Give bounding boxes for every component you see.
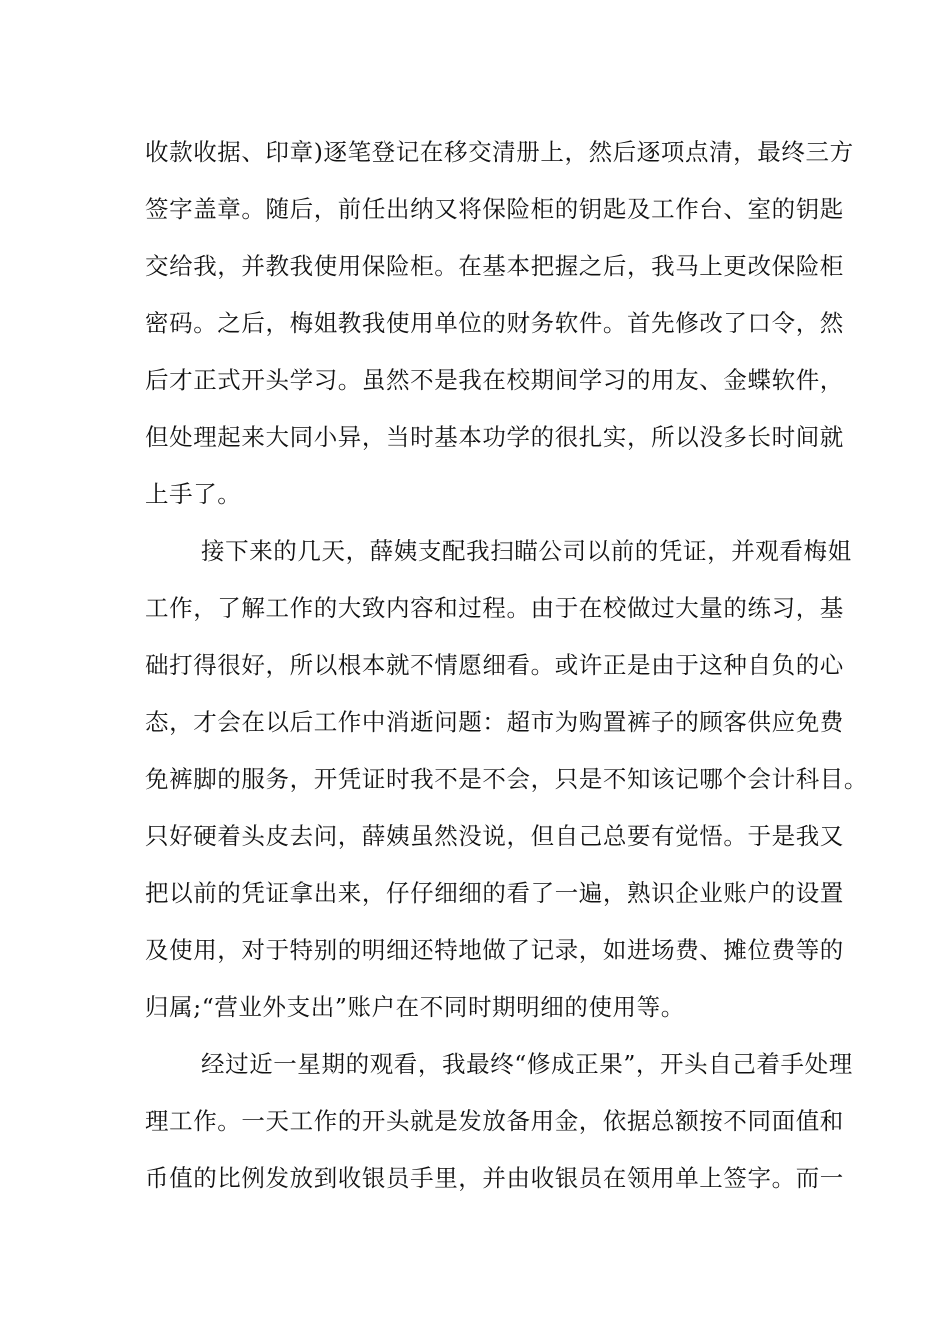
text-line: 态，才会在以后工作中消逝问题：超市为购置裤子的顾客供应免费	[145, 708, 844, 736]
text-line: 交给我，并教我使用保险柜。在基本把握之后，我马上更改保险柜	[145, 252, 844, 280]
text-line: 但处理起来大同小异，当时基本功学的很扎实，所以没多长时间就	[145, 423, 844, 451]
text-line: 上手了。	[145, 480, 242, 508]
text-line: 把以前的凭证拿出来，仔仔细细的看了一遍，熟识企业账户的设置	[145, 879, 844, 907]
text-line: 及使用，对于特别的明细还特地做了记录，如进场费、摊位费等的	[145, 936, 844, 964]
text-line: 理工作。一天工作的开头就是发放备用金，依据总额按不同面值和	[145, 1107, 844, 1135]
text-line: 只好硬着头皮去问，薛姨虽然没说，但自己总要有觉悟。于是我又	[145, 822, 844, 850]
paragraph-first-line: 接下来的几天，薛姨支配我扫瞄公司以前的凭证，并观看梅姐	[201, 537, 852, 565]
text-line: 础打得很好，所以根本就不情愿细看。或许正是由于这种自负的心	[145, 651, 844, 679]
text-line: 币值的比例发放到收银员手里，并由收银员在领用单上签字。而一	[145, 1164, 844, 1192]
text-line: 工作，了解工作的大致内容和过程。由于在校做过大量的练习，基	[145, 594, 844, 622]
text-line: 免裤脚的服务，开凭证时我不是不会，只是不知该记哪个会计科目。	[145, 765, 868, 793]
text-line: 密码。之后，梅姐教我使用单位的财务软件。首先修改了口令，然	[145, 309, 844, 337]
text-line: 收款收据、印章)逐笔登记在移交清册上，然后逐项点清，最终三方	[145, 138, 854, 166]
text-line: 后才正式开头学习。虽然不是我在校期间学习的用友、金蝶软件，	[145, 366, 844, 394]
paragraph-first-line: 经过近一星期的观看，我最终“修成正果”，开头自己着手处理	[201, 1050, 853, 1078]
text-line: 归属;“营业外支出”账户在不同时期明细的使用等。	[145, 993, 685, 1021]
text-line: 签字盖章。随后，前任出纳又将保险柜的钥匙及工作台、室的钥匙	[145, 195, 844, 223]
